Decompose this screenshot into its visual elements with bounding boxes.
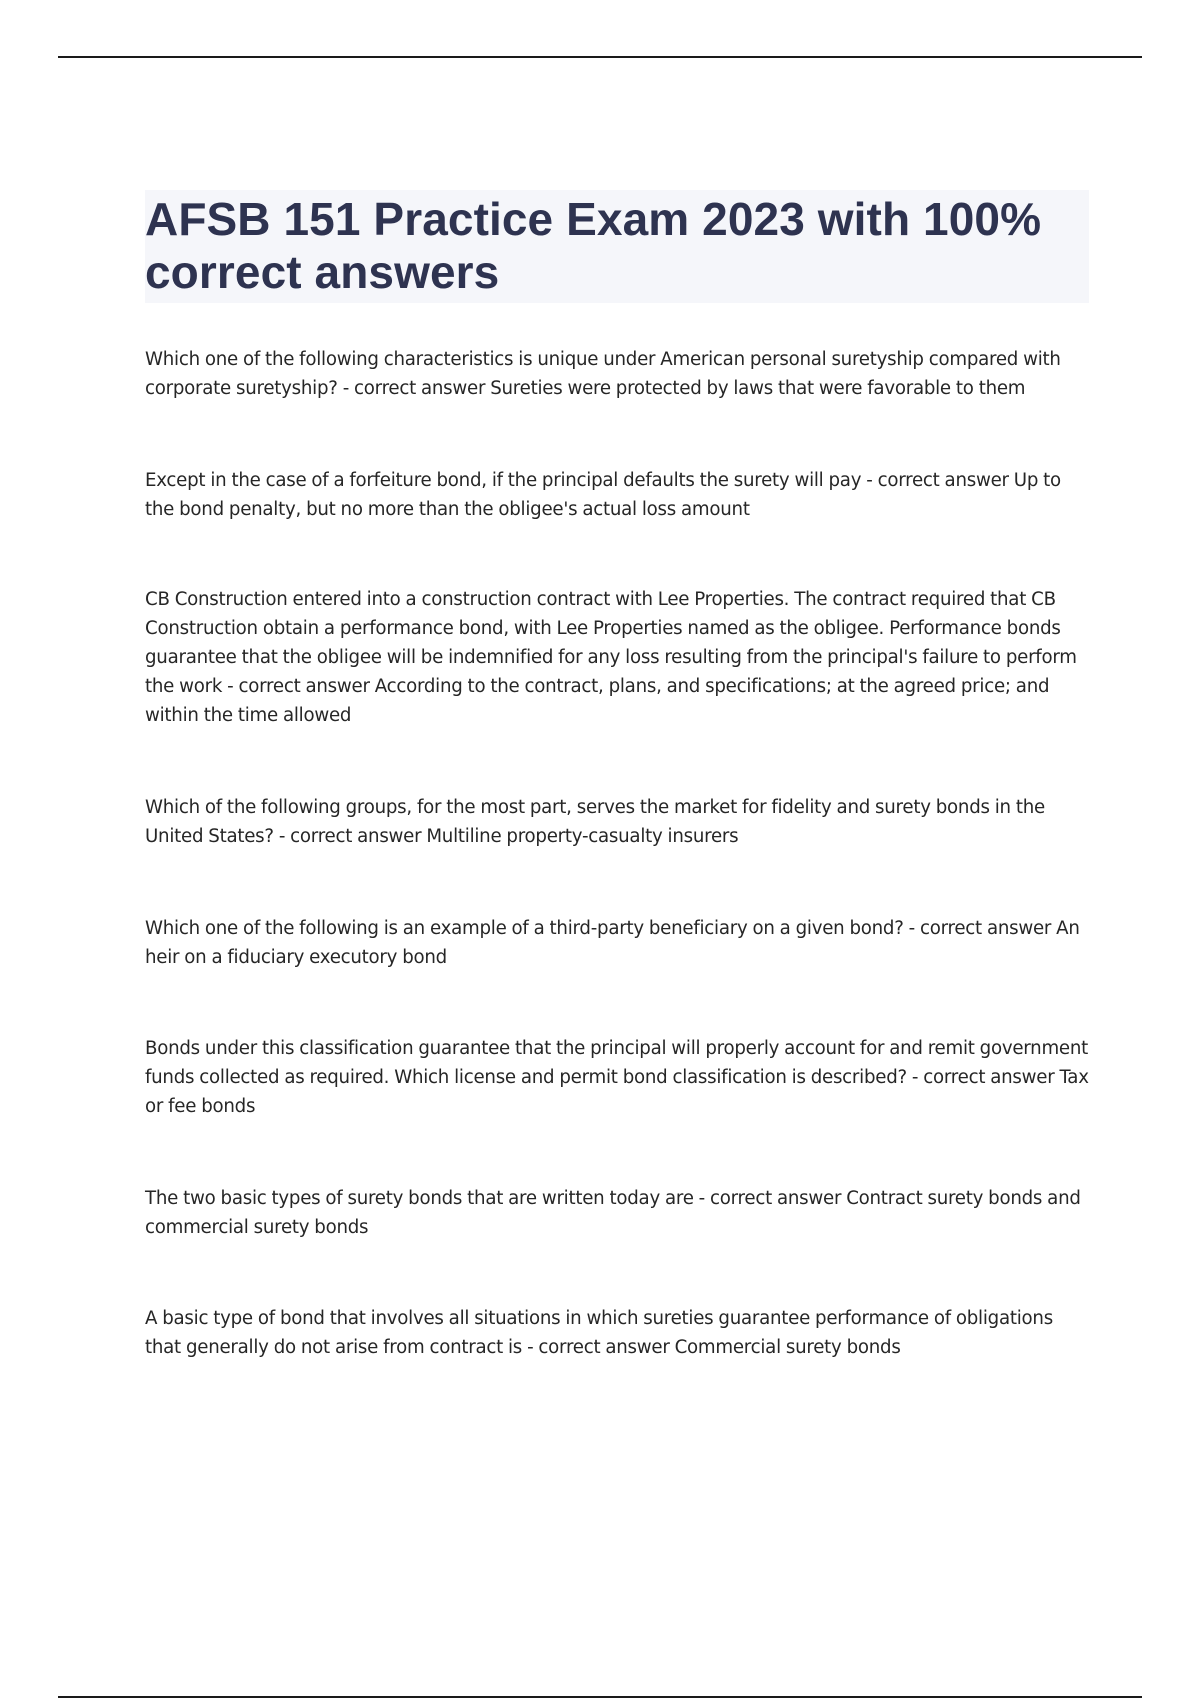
page-title: AFSB 151 Practice Exam 2023 with 100% correct answers — [145, 193, 1042, 298]
qa-item: Except in the case of a forfeiture bond, if the principal defaults the surety will pay - correct answer Up to the bond penalty, but no more than the obligee's actual loss amount — [145, 470, 1061, 520]
qa-item: CB Construction entered into a construction contract with Lee Properties. The contract required that CB Construction obtain a performance bond, with Lee Properties named as the obligee. Performance bonds guarantee that the obligee will be indemnified for any loss resulting from the principal's failure to perform the work - correct answer According to the contract, plans, and specifications; at the agreed price; and within the time allowed — [145, 589, 1077, 726]
footer-rule — [58, 1696, 1142, 1698]
qa-item: Which one of the following is an example of a third-party beneficiary on a given bond? - correct answer An heir on a fiduciary executory bond — [145, 918, 1080, 968]
qa-item: Bonds under this classification guarantee that the principal will properly account for and remit government funds collected as required. Which license and permit bond classification is described? - correct answer Tax or fee bonds — [145, 1038, 1089, 1117]
qa-item: Which of the following groups, for the most part, serves the market for fidelity and surety bonds in the United States? - correct answer Multiline property-casualty insurers — [145, 797, 1045, 847]
title-block — [145, 190, 1089, 303]
qa-item: The two basic types of surety bonds that are written today are - correct answer Contract surety bonds and commercial surety bonds — [145, 1188, 1081, 1238]
qa-item: A basic type of bond that involves all situations in which sureties guarantee performance of obligations that generally do not arise from contract is - correct answer Commercial surety bonds — [145, 1308, 1053, 1358]
header-rule — [58, 56, 1142, 58]
qa-item: Which one of the following characteristics is unique under American personal suretyship compared with corporate suretyship? - correct answer Sureties were protected by laws that were favorable to them — [145, 349, 1061, 399]
